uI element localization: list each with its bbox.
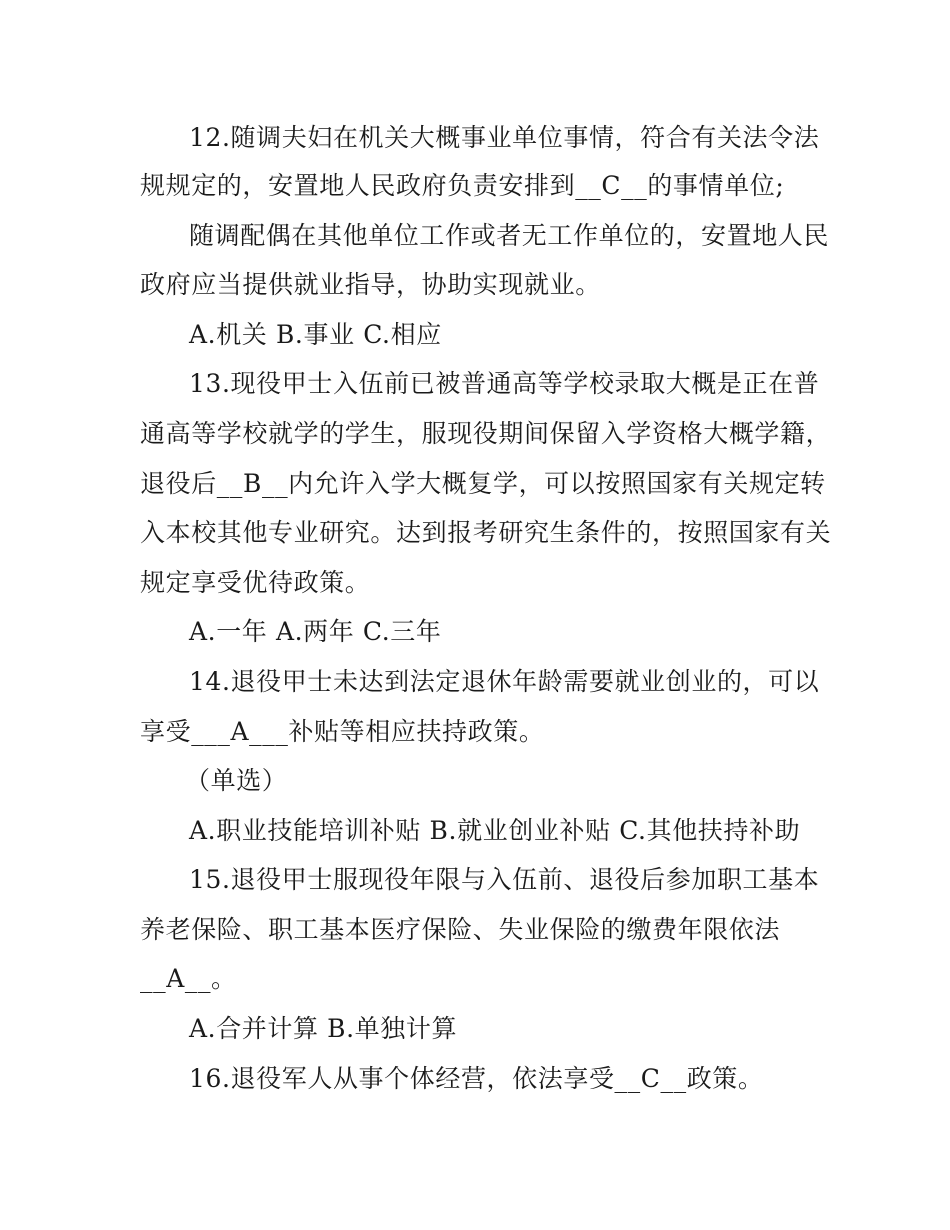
- paragraph-line-q14-2: 享受___A___补贴等相应扶持政策。: [140, 717, 545, 746]
- paragraph-line-q15-3: __A__。: [140, 964, 237, 993]
- paragraph-line-q13-5: 规定享受优待政策。: [140, 568, 371, 597]
- paragraph-line-q13-4: 入本校其他专业研究。达到报考研究生条件的，按照国家有关: [140, 518, 832, 547]
- options-line-q14: A.职业技能培训补贴 B.就业创业补贴 C.其他扶持补助: [189, 816, 801, 845]
- paragraph-line-q15-1: 15.退役甲士服现役年限与入伍前、退役后参加职工基本: [189, 865, 820, 894]
- paragraph-line-q13-2: 通高等学校就学的学生，服现役期间保留入学资格大概学籍，: [140, 419, 832, 448]
- paragraph-line-q13-1: 13.现役甲士入伍前已被普通高等学校录取大概是正在普: [189, 369, 820, 398]
- paragraph-line-q12-1: 12.随调夫妇在机关大概事业单位事情，符合有关法令法: [189, 123, 820, 152]
- paragraph-line-q15-2: 养老保险、职工基本医疗保险、失业保险的缴费年限依法: [140, 915, 781, 944]
- paragraph-line-q13-3: 退役后__B__内允许入学大概复学，可以按照国家有关规定转: [140, 469, 826, 498]
- paragraph-line-q12-2: 规规定的，安置地人民政府负责安排到__C__的事情单位;: [140, 171, 785, 200]
- note-line-single-choice: （单选）: [185, 766, 288, 795]
- options-line-q15: A.合并计算 B.单独计算: [189, 1014, 458, 1043]
- options-line-q12: A.机关 B.事业 C.相应: [189, 320, 442, 349]
- paragraph-line-q12-3: 随调配偶在其他单位工作或者无工作单位的，安置地人民: [189, 221, 830, 250]
- paragraph-line-q14-1: 14.退役甲士未达到法定退休年龄需要就业创业的，可以: [189, 667, 820, 696]
- paragraph-line-q12-4: 政府应当提供就业指导，协助实现就业。: [140, 270, 601, 299]
- paragraph-line-q16-1: 16.退役军人从事个体经营，依法享受__C__政策。: [189, 1064, 764, 1093]
- options-line-q13: A.一年 A.两年 C.三年: [189, 617, 442, 646]
